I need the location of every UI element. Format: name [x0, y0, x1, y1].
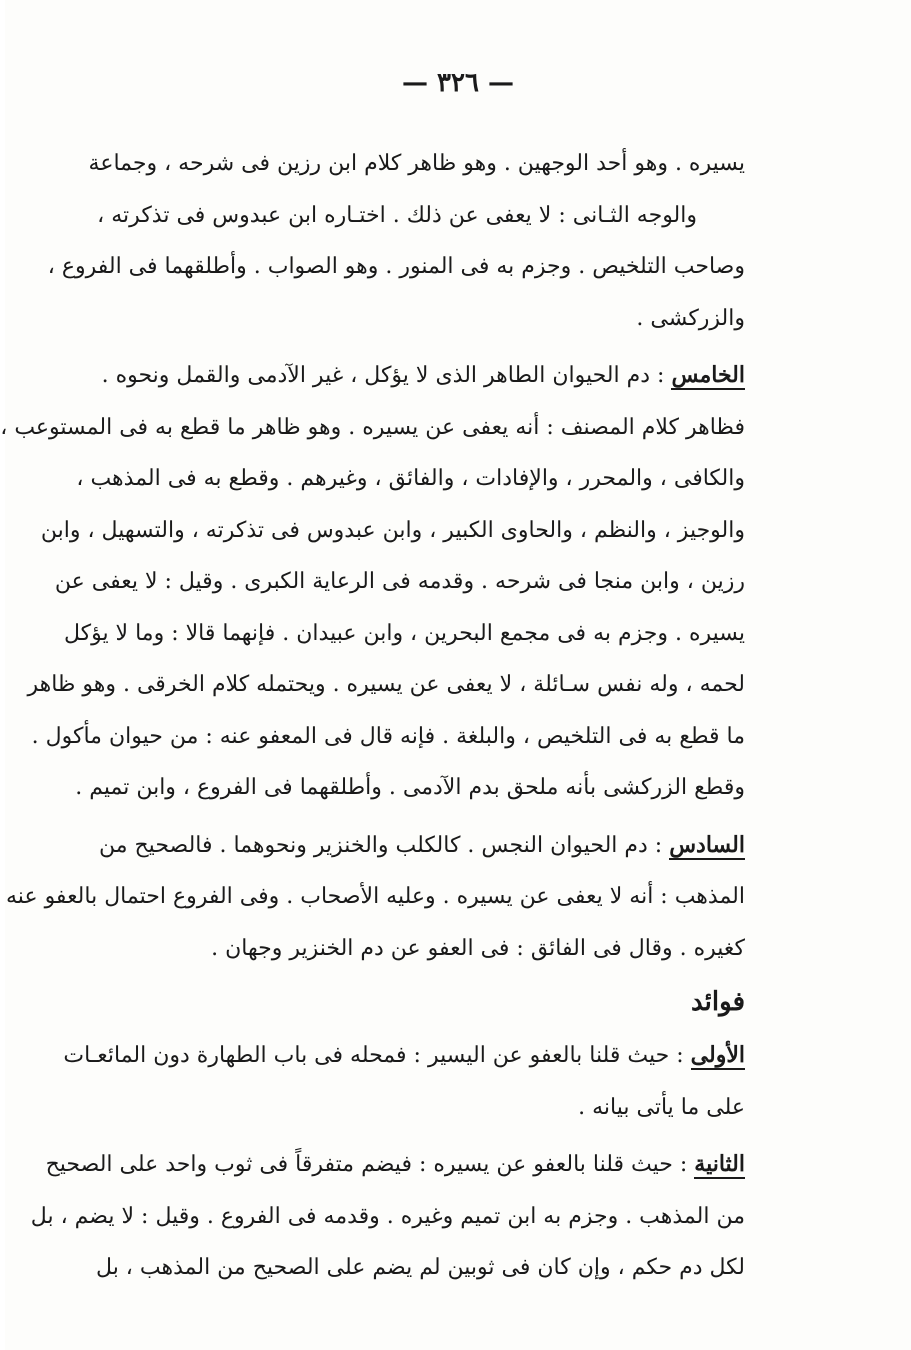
text-line: يسيره . وهو أحد الوجهين . وهو ظاهر كلام ابن رزين فى شرحه ، وجماعة [88, 151, 745, 176]
text-line: المذهب : أنه لا يعفى عن يسيره . وعليه الأصحاب . وفى الفروع احتمال بالعفو عنه [6, 884, 745, 909]
lead-colon: : [672, 1152, 688, 1177]
section-first-line [63, 1030, 745, 1082]
lead-colon: : [669, 1043, 684, 1068]
text-line: من المذهب . وجزم به ابن تميم وغيره . وقدمه فى الفروع . وقيل : لا يضم ، بل [30, 1203, 745, 1229]
text-line: لكل دم حكم ، وإن كان فى ثوبين لم يضم على الصحيح من المذهب ، بل [96, 1255, 745, 1280]
text-line: والوجه الثـانى : لا يعفى عن ذلك . اختـاره ابن عبدوس فى تذكرته ، [97, 202, 697, 228]
text-line: والوجيز ، والنظم ، والحاوى الكبير ، وابن عبدوس فى تذكرته ، والتسهيل ، وابن [40, 517, 745, 543]
text-line: يسيره . وجزم به فى مجمع البحرين ، وابن عبيدان . فإنهما قالا : وما لا يؤكل [63, 620, 745, 646]
fawaid-heading: فوائد [691, 987, 745, 1017]
lead-colon: : [650, 363, 665, 388]
text-line: فظاهر كلام المصنف : أنه يعفى عن يسيره . وهو ظاهر ما قطع به فى المستوعب ، [0, 414, 745, 440]
section-line-text: دم الحيوان النجس . كالكلب والخنزير ونحوهما . فالصحيح من [98, 832, 648, 858]
text-line: كغيره . وقال فى الفائق : فى العفو عن دم الخنزير وجهان . [211, 935, 745, 961]
page-body [0, 138, 745, 1294]
text-line: والزركشى . [636, 305, 745, 331]
note-lead-second: الثانية [694, 1151, 745, 1177]
text-line: لحمه ، وله نفس سـائلة ، لا يعفى عن يسيره . ويحتمله كلام الخرقى . وهو ظاهر [27, 672, 745, 697]
section-line-text: حيث قلنا بالعفو عن اليسير : فمحله فى باب الطهارة دون المائعـات [63, 1043, 670, 1068]
text-line: ما قطع به فى التلخيص ، والبلغة . فإنه قال فى المعفو عنه : من حيوان مأكول . [31, 723, 745, 749]
section-lead-fifth: الخامس [671, 362, 745, 388]
section-line-text: دم الحيوان الطاهر الذى لا يؤكل ، غير الآدمى والقمل ونحوه . [101, 363, 651, 388]
section-first-line [97, 350, 745, 402]
page-number: — ٣٢٦ — [401, 68, 515, 98]
text-line: وصاحب التلخيص . وجزم به فى المنور . وهو الصواب . وأطلقهما فى الفروع ، [47, 254, 745, 279]
section-lead-sixth: السادس [669, 831, 745, 858]
text-line: وقطع الزركشى بأنه ملحق بدم الآدمى . وأطلقهما فى الفروع ، وابن تميم . [75, 775, 745, 800]
section-line-text: حيث قلنا بالعفو عن يسيره : فيضم متفرقاً فى ثوب واحد على الصحيح [45, 1152, 673, 1177]
note-lead-first: الأولى [690, 1042, 745, 1068]
text-line: على ما يأتى بيانه . [578, 1094, 745, 1120]
section-first-line [97, 820, 745, 872]
text-line: رزين ، وابن منجا فى شرحه . وقدمه فى الرعاية الكبرى . وقيل : لا يعفى عن [54, 569, 745, 594]
text-line: والكافى ، والمحرر ، والإفادات ، والفائق ، وغيرهم . وقطع به فى المذهب ، [76, 466, 745, 491]
section-first-line [45, 1139, 745, 1191]
lead-colon: : [647, 832, 663, 858]
